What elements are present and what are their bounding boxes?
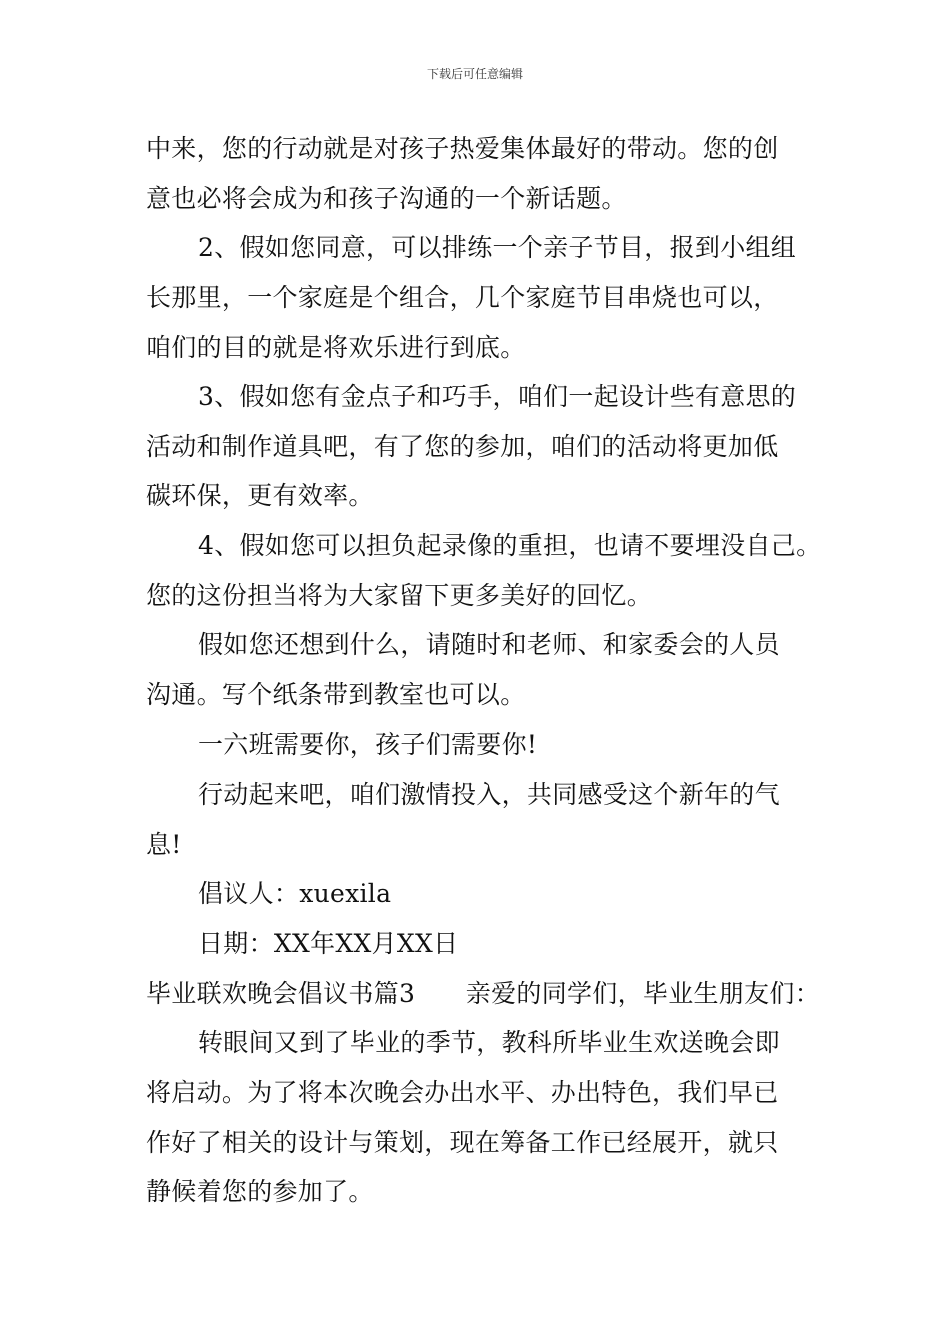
section-heading-line: 毕业联欢晚会倡议书篇3 亲爱的同学们，毕业生朋友们： — [146, 979, 821, 1008]
page-header: 下载后可任意编辑 — [426, 67, 523, 81]
body-line: 中来，您的行动就是对孩子热爱集体最好的带动。您的创 — [146, 134, 779, 163]
body-line: 静候着您的参加了。 — [146, 1177, 374, 1206]
body-line: 作好了相关的设计与策划，现在筹备工作已经展开，就只 — [146, 1128, 779, 1157]
body-line: 咱们的目的就是将欢乐进行到底。 — [146, 333, 526, 362]
body-line: 您的这份担当将为大家留下更多美好的回忆。 — [146, 581, 653, 610]
body-line: 转眼间又到了毕业的季节，教科所毕业生欢送晚会即 — [198, 1028, 780, 1057]
body-line: 息! — [146, 830, 182, 859]
body-line: 将启动。为了将本次晚会办出水平、办出特色，我们早已 — [146, 1078, 779, 1107]
body-line: 碳环保，更有效率。 — [146, 481, 374, 510]
body-line: 4、假如您可以担负起录像的重担，也请不要埋没自己。 — [198, 531, 822, 560]
body-line: 3、假如您有金点子和巧手，咱们一起设计些有意思的 — [198, 382, 797, 411]
body-line: 意也必将会成为和孩子沟通的一个新话题。 — [146, 184, 627, 213]
body-line: 沟通。写个纸条带到教室也可以。 — [146, 680, 526, 709]
signature-line: 倡议人：xuexila — [198, 879, 392, 908]
date-line: 日期：XX年XX月XX日 — [198, 929, 459, 958]
body-line: 一六班需要你，孩子们需要你! — [198, 730, 538, 759]
body-line: 假如您还想到什么，请随时和老师、和家委会的人员 — [198, 630, 780, 659]
body-line: 2、假如您同意，可以排练一个亲子节目，报到小组组 — [198, 233, 797, 262]
body-line: 行动起来吧，咱们激情投入，共同感受这个新年的气 — [198, 780, 780, 809]
body-line: 活动和制作道具吧，有了您的参加，咱们的活动将更加低 — [146, 432, 779, 461]
body-line: 长那里，一个家庭是个组合，几个家庭节目串烧也可以， — [146, 283, 779, 312]
